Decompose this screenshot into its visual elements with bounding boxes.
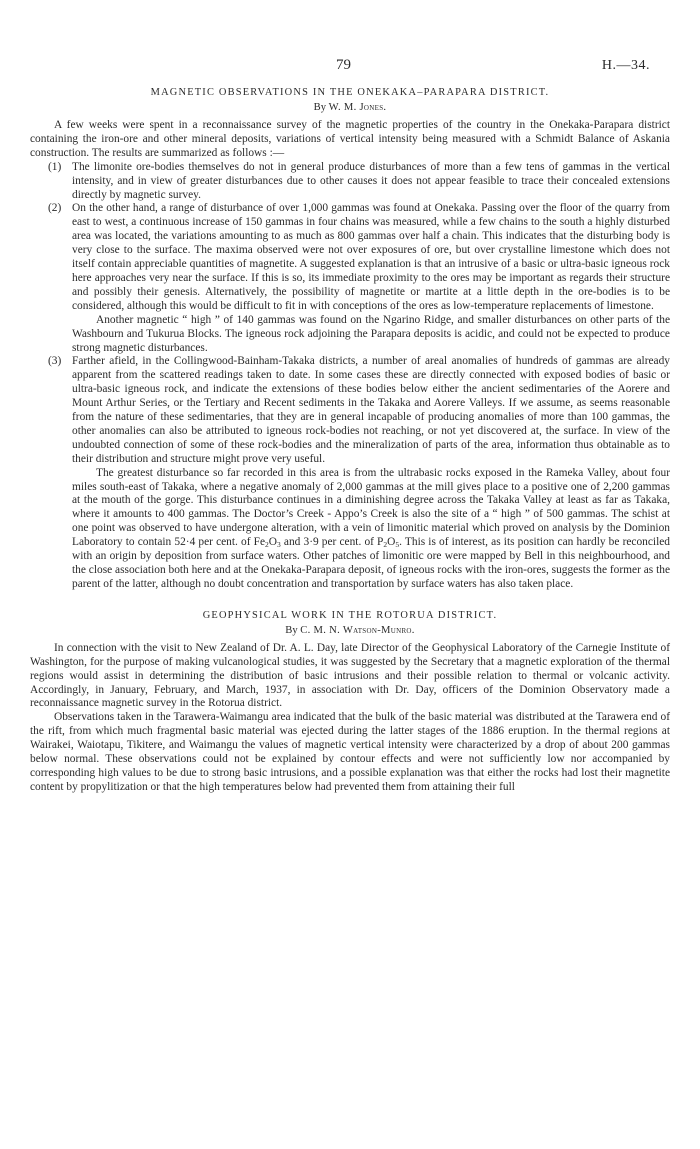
list-item-number: (1) [48,160,62,173]
section-title: MAGNETIC OBSERVATIONS IN THE ONEKAKA–PARAPARA DISTRICT. [150,87,550,98]
intro-paragraph: A few weeks were spent in a reconnaissance survey of the magnetic properties of the country in the Onekaka-Parapara district containing the iron-ore and other mineral deposits, variations of vertical intensity being measured with a Schmidt Balance of Askania construction. The results are summarized as follows :— [30,119,670,159]
list-item [30,161,670,203]
section-geophysical-work [30,609,670,795]
section-magnetic-observations [30,86,670,592]
author-byline [30,624,670,637]
list-item-number: (2) [48,202,62,215]
author-name: C. M. N. Watson-Munro. [300,624,415,636]
formula-oxygen: O [387,536,396,549]
byline-by: By [313,102,326,113]
body-paragraph: In connection with the visit to New Zealand of Dr. A. L. Day, late Director of the Geophysical Laboratory of the Carnegie Institute of Washington, for the purpose of making vulcanological studies, it was suggested by the Secretary that a magnetic exploration of the thermal regions would assist in determining the distribution of basic intrusions and their possible relation to thermal or volcanic activity. Accordingly, in January, February, and March, 1937, in association with Dr. Day, officers of the Dominion Observatory made a reconnaissance magnetic survey in the Rotorua district. [30,641,670,710]
page-header [0,57,700,77]
document-reference: H.—34. [601,58,650,73]
author-byline [30,101,670,114]
list-item-text: The limonite ore-bodies themselves do not in general produce disturbances of more than a few tens of gammas in the vertical intensity, and in view of greater disturbances due to other causes it does not appear feasible to trace their concealed extensions directly by magnetic survey. [72,160,670,201]
byline-by: By [285,624,298,636]
formula-oxygen: O [268,536,278,549]
page-number: 79 [336,57,351,73]
subparagraph-text-and: and 3·9 per cent. of P [280,536,384,549]
list-item-text: On the other hand, a range of disturbance of over 1,000 gammas was found at Onekaka. Passing over the floor of the quarry from east to west, a continuous increase of 150 gammas in four chains was measured, while a few chains to the south a highly disturbed area was located, the variations amounting to as much as 800 gammas over half a chain. This indicates that the disturbing body is very close to the surface. The maxima observed were not over exposures of ore, but over crystalline limestone which does not itself contain appreciable quantities of magnetite. A suggested explanation is that an intrusive of a basic or ultra-basic igneous rock here approaches very near the surface. If this is so, its immediate proximity to the ores may be important as regards their structure and possibly their genesis. Alternatively, the possibility of magnetite or martite at a little depth in the ore-bodies is to be considered, although this would be difficult to fit in with conceptions of the ores as low-temperature replacements of limestone. [72,202,670,312]
list-item-number: (3) [48,355,62,368]
formula-subscript: 2 [265,540,269,550]
subparagraph-text-a: The greatest disturbance so far recorded in this area is from the ultrabasic rocks exposed in the Rameka Valley, about four miles south-east of Takaka, where a negative anomaly of 2,000 gammas at the mill gives place to a positive one of 2,200 gammas at the mouth of the gorge. This disturbance continues in a diminishing degree across the Takaka Valley at least as far as Takaka, where it amounts to 400 gammas. The Doctor’s Creek - Appo’s Creek is also the site of a “ high ” of 500 gammas. The schist at one point was observed to have undergone alteration, with a vein of limonitic material which proved on analysis by the Dominion Laboratory to contain 52·4 per cent. of Fe [72,466,670,549]
list-item-text: Farther afield, in the Collingwood-Bainham-Takaka districts, a number of areal anomalies of hundreds of gammas are already apparent from the scattered readings taken to date. In some cases these are directly connected with exposed bodies of basic or ultra-basic igneous rock, and indicate the extensions of these bodies below either the ancient sedimentaries of the Aorere and Mount Arthur Series, or the Tertiary and Recent sediments in the Takaka and Aorere Valleys. If we assume, as seems reasonable from the nature of these sedimentaries, that they are in general incapable of producing anomalies of more than 100 gammas, the other anomalies can also be attributed to igneous rock-bodies not reaching, or not yet discovered at, the surface. In view of the undoubted connection of some of these rock-bodies and the mineralization of parts of the area, information thus obtainable as to their distribution and structure might prove very useful. [72,355,670,465]
list-item-subparagraph: Another magnetic “ high ” of 140 gammas was found on the Ngarino Ridge, and smaller disturbances on other parts of the Washbourn and Tukurua Blocks. The igneous rock adjoining the Parapara deposits is acidic, and could not be expected to produce strong magnetic disturbances. [72,313,670,354]
list-item [30,355,670,591]
formula-subscript: 5 [395,540,400,550]
list-item [30,202,670,355]
formula-subscript: 3 [277,540,281,550]
section-divider-space [30,592,670,609]
page-content [30,86,670,795]
subparagraph-text-b: . This is of interest, as its position can hardly be reconciled with an origin by deposition from surface waters. Other patches of limonitic ore were mapped by Bell in this neighbourhood, and the close association both here and at the Onekaka-Parapara deposit, of igneous rocks with the iron-ores, suggests the former as the parent of the latter, although no doubt concentration and transportation by surface waters has also taken place. [72,536,671,590]
list-item-subparagraph [72,467,670,592]
formula-subscript: 2 [383,540,388,550]
body-paragraph: Observations taken in the Tarawera-Waimangu area indicated that the bulk of the basic material was distributed at the Tarawera end of the rift, from which much fragmental basic material was ejected during the latter stages of the 1886 eruption. In the thermal regions at Wairakei, Waiotapu, Tikitere, and Waimangu the values of magnetic vertical intensity were characterized by a drop of about 200 gammas below normal. These observations could not be explained by contour effects and were not sufficiently low nor accompanied by corresponding high values to be due to strong basic intrusions, and a possible explanation was that either the rocks had lost their magnetite content by propylitization or that the high temperatures below had prevented them from attaining their full [30,711,670,793]
author-name: W. M. Jones. [328,102,387,113]
section-title: GEOPHYSICAL WORK IN THE ROTORUA DISTRICT. [202,609,498,621]
